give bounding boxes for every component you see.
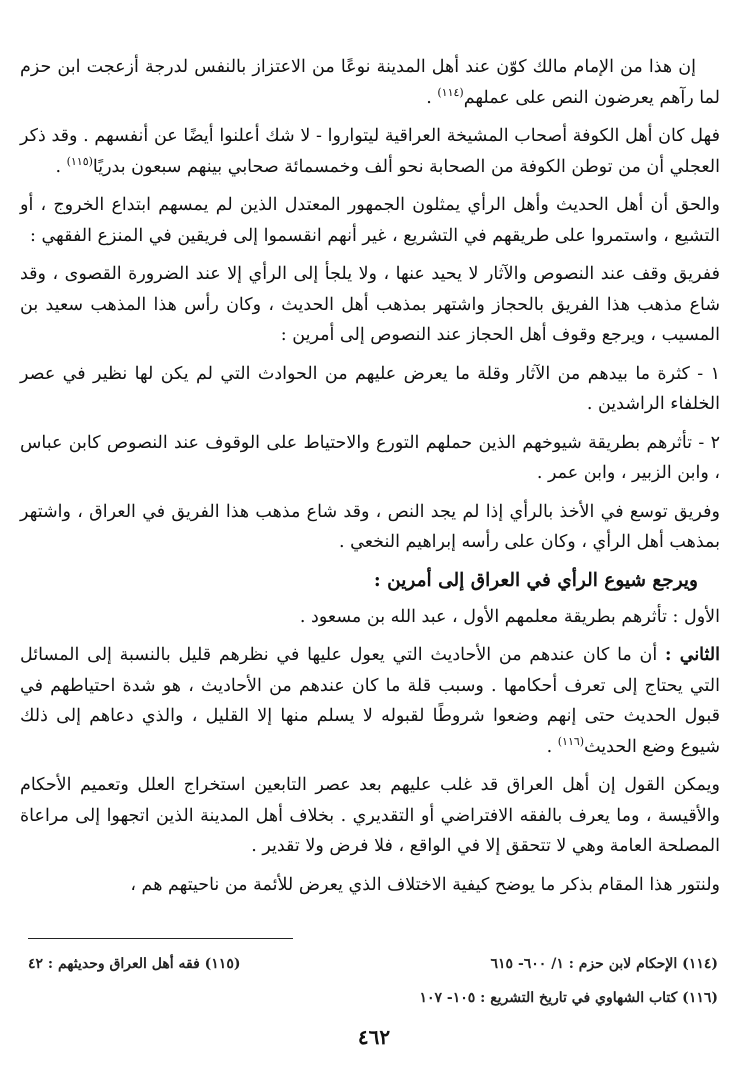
footnote-114: (١١٤) الإحكام لابن حزم : ١/ ٦٠٠- ٦١٥	[490, 956, 718, 972]
closing-paragraph-1: ويمكن القول إن أهل العراق قد غلب عليهم بعد عصر التابعين استخراج العلل وتعميم الأحكام والأقيسة ، وما يعرف بالفقه الافتراضي أو التقديري . بخلاف أهل المدينة الذين اتجهوا إلى مراعاة المصلحة العامة وهي لا تتحقق إلا في الواقع ، فلا فرض ولا تقدير .	[20, 775, 720, 856]
paragraph-text: إن هذا من الإمام مالك كوّن عند أهل المدينة نوعًا من الاعتزاز بالنفس لدرجة أزعجت ابن حزم لما رآهم يعرضون النص على عملهم	[20, 57, 720, 108]
footnote-ref[interactable]: (١١٦)	[557, 734, 585, 748]
paragraph-tail: .	[426, 87, 438, 108]
second-reason	[20, 640, 720, 762]
footnote-row	[28, 953, 718, 975]
footnote-ref[interactable]: (١١٥)	[66, 154, 93, 168]
paragraph-text: فهل كان أهل الكوفة أصحاب المشيخة العراقية ليتواروا - لا شك أعلنوا أيضًا عن أنفسهم . وقد ذكر العجلي أن من توطن الكوفة من الصحابة نحو ألف وخمسمائة صحابي بينهم سبعون بدريًا	[20, 126, 720, 177]
paragraph-6: ٢ - تأثرهم بطريقة شيوخهم الذين حملهم التورع والاحتياط على الوقوف عند النصوص كابن عباس ، وابن الزبير ، وابن عمر .	[20, 432, 720, 483]
page-body	[20, 52, 720, 908]
paragraph-tail: .	[546, 736, 558, 757]
paragraph-5: ١ - كثرة ما بيدهم من الآثار وقلة ما يعرض عليهم من الحوادث التي لم يكن لها نظير في عصر الخلفاء الراشدين .	[20, 363, 720, 414]
closing-paragraph-2: ولنتور هذا المقام بذكر ما يوضح كيفية الاختلاف الذي يعرض للأئمة من ناحيتهم هم ،	[130, 874, 720, 895]
paragraph-7: وفريق توسع في الأخذ بالرأي إذا لم يجد النص ، وقد شاع مذهب هذا الفريق في العراق ، واشتهر بمذهب أهل الرأي ، وكان على رأسه إبراهيم النخعي .	[20, 501, 720, 552]
paragraph-3: والحق أن أهل الحديث وأهل الرأي يمثلون الجمهور المعتدل الذين لم يمسهم ابتداع الخروج ، أو التشيع ، واستمروا على طريقهم في التشريع ، غير أنهم انقسموا إلى فريقين في المنزع الفقهي :	[20, 195, 720, 246]
paragraph-2	[20, 121, 720, 182]
section-heading: ويرجع شيوع الرأي في العراق إلى أمرين :	[373, 569, 698, 591]
paragraph-tail: .	[55, 156, 67, 177]
footnotes	[28, 953, 718, 1021]
footnote-divider	[28, 938, 293, 939]
first-reason: الأول : تأثرهم بطريقة معلمهم الأول ، عبد الله بن مسعود .	[299, 606, 720, 627]
footnote-ref[interactable]: (١١٤)	[437, 85, 464, 99]
paragraph-4: ففريق وقف عند النصوص والآثار لا يحيد عنها ، ولا يلجأ إلى الرأي إلا عند الضرورة القصوى ، وقد شاع مذهب هذا الفريق بالحجاز واشتهر بمذهب أهل الحديث ، وكان رأس هذا المذهب سعيد بن المسيب ، ويرجع وقوف أهل الحجاز عند النصوص إلى أمرين :	[20, 264, 720, 345]
second-reason-label: الثاني :	[665, 645, 720, 665]
footnote-row	[28, 987, 718, 1009]
footnote-115: (١١٥) فقه أهل العراق وحديثهم : ٤٢	[28, 956, 241, 972]
paragraph-1	[20, 52, 720, 113]
footnote-116: (١١٦) كتاب الشهاوي في تاريخ التشريع : ١٠٥- ١٠٧	[419, 990, 718, 1006]
second-reason-text: أن ما كان عندهم من الأحاديث التي يعول عليها في نظرهم قليل بالنسبة إلى المسائل التي يحتاج إلى تعرف أحكامها . وسبب قلة ما كان عندهم من الأحاديث ، هو شدة احتياطهم في قبول الحديث حتى إنهم وضعوا شروطًا لقبوله لا يسلم منها إلا القليل ، والذي دعاهم إلى ذلك شيوع وضع الحديث	[20, 645, 720, 757]
page-number: ٤٦٢	[357, 1025, 391, 1049]
